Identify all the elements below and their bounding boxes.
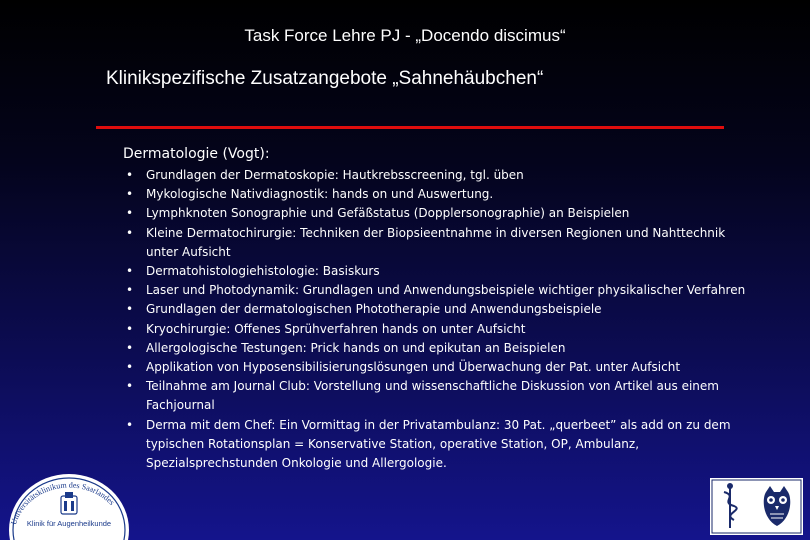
bullet-text: Kryochirurgie: Offenes Sprühverfahren hands on unter Aufsicht [146, 321, 526, 336]
bullet-text: Applikation von Hyposensibilisierungslösungen und Überwachung der Pat. unter Aufsicht [146, 360, 681, 375]
bullet-dot-icon: • [126, 206, 134, 221]
bullet-text: Kleine Dermatochirurgie: Techniken der Biopsieentnahme in diversen Regionen und Nahttechnik unter Aufsicht [146, 225, 726, 259]
bullet-dot-icon: • [126, 187, 134, 202]
bullet-text: Grundlagen der Dermatoskopie: Hautkrebsscreening, tgl. üben [146, 168, 524, 182]
clinic-seal-logo [5, 470, 131, 540]
bullet-dot-icon: • [126, 225, 134, 240]
bullet-dot-icon: • [126, 360, 134, 375]
bullet-text: Grundlagen der dermatologischen Phototherapie und Anwendungsbeispiele [146, 302, 602, 317]
bullet-dot-icon: • [126, 302, 134, 317]
bullet-list [123, 166, 748, 473]
bullet-item [123, 185, 748, 204]
bullet-item [123, 262, 748, 281]
bullet-item [123, 166, 748, 185]
bullet-text: Dermatohistologiehistologie: Basiskurs [146, 264, 380, 279]
bullet-text: Lymphknoten Sonographie und Gefäßstatus (Dopplersonographie) an Beispielen [146, 206, 630, 221]
bullet-item [123, 377, 748, 415]
bullet-item [123, 339, 748, 358]
bullet-dot-icon: • [126, 379, 134, 394]
bullet-text: Teilnahme am Journal Club: Vorstellung und wissenschaftliche Diskussion von Artikel aus einem Fachjournal [146, 379, 719, 413]
bullet-dot-icon: • [126, 340, 134, 355]
bullet-text: Mykologische Nativdiagnostik: hands on und Auswertung. [146, 187, 494, 202]
bullet-item [123, 224, 748, 262]
university-crest-icon [710, 478, 803, 535]
bullet-item [123, 300, 748, 319]
bullet-text: Laser und Photodynamik: Grundlagen und Anwendungsbeispiele wichtiger physikalischer Verfahren [146, 283, 746, 298]
bullet-item [123, 281, 748, 300]
bullet-text: Derma mit dem Chef: Ein Vormittag in der Privatambulanz: 30 Pat. „querbeet” als add on zu dem typischen Rotationsplan = Konservative Station, operative Station, OP, Ambulanz, Spezialsprechstunden Onkologie und Allergologie. [146, 417, 731, 471]
title-divider [96, 126, 724, 129]
bullet-dot-icon: • [126, 168, 134, 182]
bullet-item [123, 416, 748, 474]
bullet-dot-icon: • [126, 321, 134, 336]
bullet-dot-icon: • [126, 283, 134, 298]
bullet-item [123, 204, 748, 223]
bullet-item [123, 358, 748, 377]
bullet-dot-icon: • [126, 417, 134, 432]
section-heading: Dermatologie (Vogt): [123, 146, 270, 162]
bullet-text: Allergologische Testungen: Prick hands on und epikutan an Beispielen [146, 340, 566, 355]
seal-text-top: Universitätsklinikum des Saarlandes [8, 480, 117, 526]
bullet-dot-icon: • [126, 264, 134, 279]
bullet-item [123, 320, 748, 339]
header-title: Task Force Lehre PJ - „Docendo discimus“ [244, 26, 566, 45]
seal-text-bottom: Klinik für Augenheilkunde [26, 519, 112, 528]
slide-title: Klinikspezifische Zusatzangebote „Sahnehäubchen“ [106, 68, 544, 89]
